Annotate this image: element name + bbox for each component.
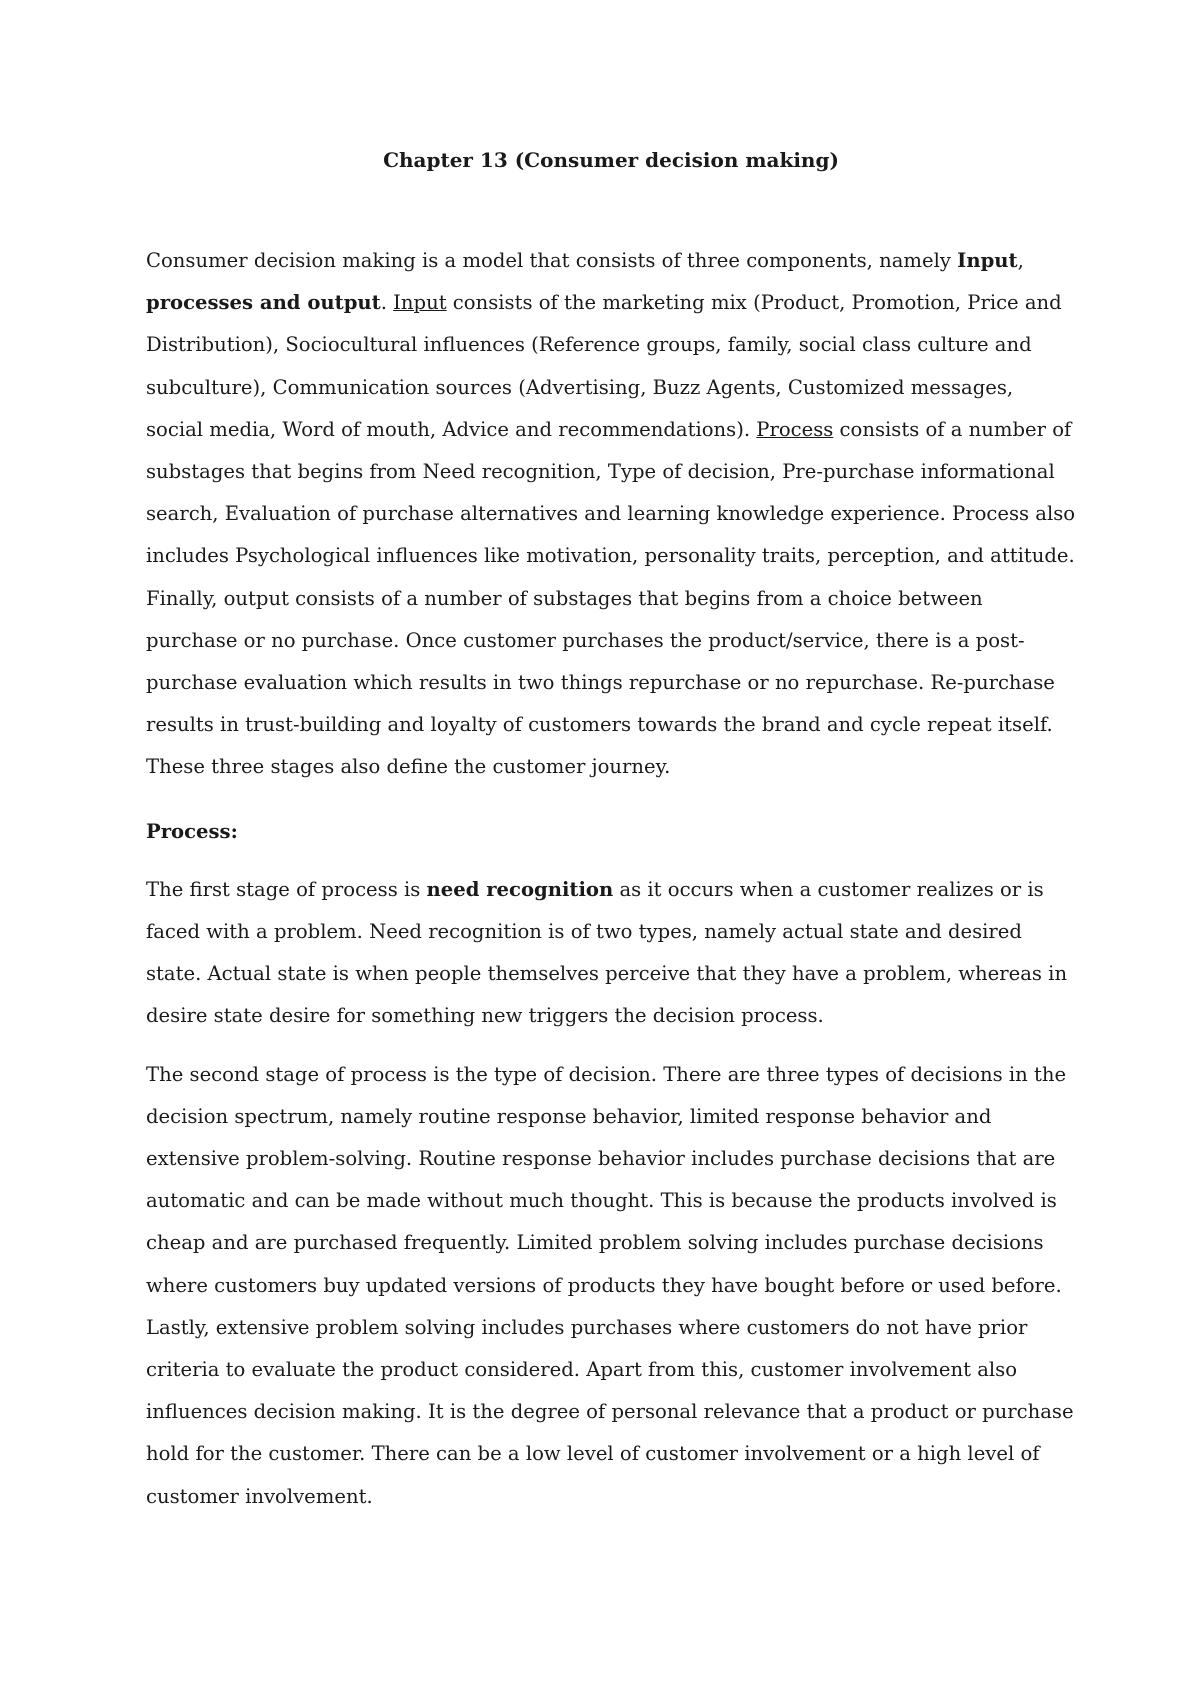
intro-paragraph — [146, 240, 1076, 789]
need-recognition-paragraph — [146, 869, 1076, 1038]
document-body — [146, 146, 1076, 1518]
intro-bold-processes-output: processes and output — [146, 291, 381, 315]
intro-text-4: consists of the marketing mix (Product, Promotion, Price and Distribution), Sociocultural influences (Reference groups, family, social class culture and subculture), Communication sources (Advertising, Buzz Agents, Customized messages, social media, Word of mouth, Advice and recommendations). — [146, 291, 1062, 441]
type-of-decision-paragraph: The second stage of process is the type of decision. There are three types of decisions in the decision spectrum, namely routine response behavior, limited response behavior and extensive problem-solving. Routine response behavior includes purchase decisions that are automatic and can be made without much thought. This is because the products involved is cheap and are purchased frequently. Limited problem solving includes purchase decisions where customers buy updated versions of products they have bought before or used before. Lastly, extensive problem solving includes purchases where customers do not have prior criteria to evaluate the product considered. Apart from this, customer involvement also influences decision making. It is the degree of personal relevance that a product or purchase hold for the customer. There can be a low level of customer involvement or a high level of customer involvement. — [146, 1062, 1074, 1508]
need-bold-term: need recognition — [426, 877, 614, 901]
intro-text-3: . — [380, 291, 394, 315]
need-text-1: The first stage of process is — [146, 877, 427, 901]
process-heading: Process: — [146, 819, 238, 843]
intro-underline-input: Input — [393, 291, 447, 315]
need-text-2: as it occurs when a customer realizes or is faced with a problem. Need recognition is of two types, namely actual state and desired state. Actual state is when people themselves perceive that they have a problem, whereas in desire state desire for something new triggers the decision process. — [146, 877, 1068, 1028]
intro-text-2: , — [1017, 249, 1024, 272]
intro-text-1: Consumer decision making is a model that consists of three components, namely — [146, 249, 958, 272]
intro-underline-process: Process — [756, 417, 834, 441]
intro-text-5: consists of a number of substages that begins from Need recognition, Type of decision, Pre-purchase informational search, Evaluation of purchase alternatives and learning knowledge experience. Process also includes Psychological influences like motivation, personality traits, perception, and attitude. Finally, output consists of a number of substages that begins from a choice between purchase or no purchase. Once customer purchases the product/service, there is a post-purchase evaluation which results in two things repurchase or no repurchase. Re-purchase results in trust-building and loyalty of customers towards the brand and cycle repeat itself. These three stages also define the customer journey. — [146, 417, 1076, 779]
page-title: Chapter 13 (Consumer decision making) — [383, 148, 839, 172]
intro-bold-input: Input — [957, 249, 1018, 272]
